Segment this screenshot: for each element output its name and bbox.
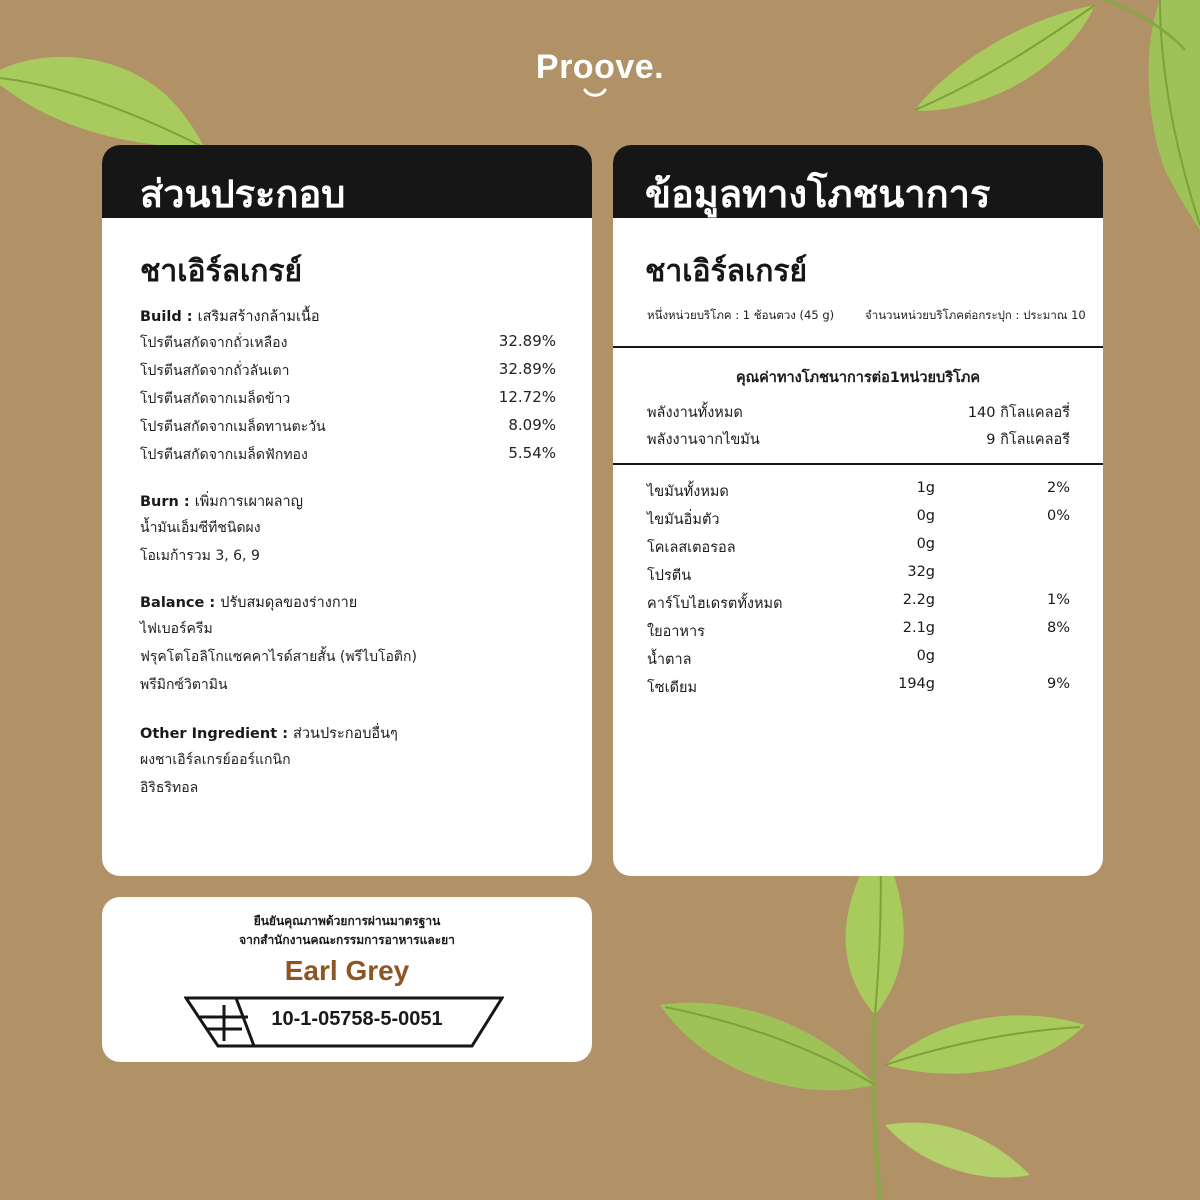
energy-value: 9 กิโลแคลอรี xyxy=(986,432,1070,448)
fda-line-1: ยืนยันคุณภาพด้วยการผ่านมาตรฐาน xyxy=(253,914,441,928)
nutrition-subtitle: ชาเอิร์ลเกรย์ xyxy=(645,254,808,289)
servings-per-pack: จำนวนหน่วยบริโภคต่อกระปุก : ประมาณ 10 xyxy=(865,308,1086,322)
ingredient-group-build: Build : เสริมสร้างกล้ามเนื้อ โปรตีนสกัดจากถั่วเหลือง 32.89% โปรตีนสกัดจากถั่วลันเตา 32.89% โปรตีนสกัดจากเมล็ดข้าว 12.72% โปรตีนสกัดจากเมล็ดทานตะวัน 8.09% โปรตีนสกัดจากเมล็ดฟักทอง 5.54% xyxy=(140,305,556,472)
ingredients-header: ส่วนประกอบ xyxy=(102,145,592,218)
serving-size: หนึ่งหน่วยบริโภค : 1 ช้อนตวง (45 g) xyxy=(647,308,835,322)
fda-registration-number: 10-1-05758-5-0051 xyxy=(271,1008,443,1030)
ingredient-group-burn: Burn : เพิ่มการเผาผลาญ น้ำมันเอ็มซีทีชนิดผง โอเมก้ารวม 3, 6, 9 xyxy=(140,490,556,573)
nutrient-amount: 32g xyxy=(907,564,935,580)
ingredient-label: โปรตีนสกัดจากเมล็ดข้าว xyxy=(140,391,291,407)
logo-smile-icon xyxy=(583,88,607,98)
nutrient-amount: 1g xyxy=(916,480,935,496)
group-desc: เพิ่มการเผาผลาญ xyxy=(194,494,304,510)
ingredient-label: พรีมิกซ์วิตามิน xyxy=(140,677,228,693)
ingredient-label: โปรตีนสกัดจากถั่วลันเตา xyxy=(140,363,290,379)
group-desc: เสริมสร้างกล้ามเนื้อ xyxy=(197,309,320,325)
ingredient-label: ฟรุคโตโอลิโกแซคคาไรด์สายสั้น (พรีไบโอติก) xyxy=(140,649,417,665)
group-name: Build xyxy=(140,309,182,325)
fda-line-2: จากสำนักงานคณะกรรมการอาหารและยา xyxy=(239,933,455,947)
nutrient-name: โซเดียม xyxy=(647,680,698,696)
group-name: Balance xyxy=(140,595,205,611)
nutrient-amount: 0g xyxy=(916,536,935,552)
group-name: Other Ingredient xyxy=(140,726,278,742)
ingredient-row xyxy=(140,388,556,416)
ingredient-group-other: Other Ingredient : ส่วนประกอบอื่นๆ ผงชาเอิร์ลเกรย์ออร์แกนิก อิริธริทอล xyxy=(140,722,556,805)
ingredient-row xyxy=(140,749,556,777)
brand-logo: Proove. xyxy=(535,48,665,86)
ingredient-group-balance: Balance : ปรับสมดุลของร่างกาย ไฟเบอร์ครีม ฟรุคโตโอลิโกแซคคาไรด์สายสั้น (พรีไบโอติก) พรีมิกซ์วิตามิน xyxy=(140,591,556,702)
ingredients-card xyxy=(102,145,592,876)
nutrient-pct: 0% xyxy=(1046,508,1070,524)
divider xyxy=(613,346,1103,348)
nutrient-row xyxy=(647,508,1070,536)
nutrient-row xyxy=(647,648,1070,676)
ingredient-row xyxy=(140,674,556,702)
divider xyxy=(613,463,1103,465)
nutrient-name: ใยอาหาร xyxy=(647,624,705,640)
nutrient-pct: 2% xyxy=(1046,480,1070,496)
tea-leaf-bottom-right-icon xyxy=(660,835,1100,1200)
nutrient-row xyxy=(647,592,1070,620)
fda-card xyxy=(102,897,592,1062)
energy-label: พลังงานทั้งหมด xyxy=(647,405,743,421)
ingredient-label: อิริธริทอล xyxy=(140,780,199,796)
ingredient-label: โปรตีนสกัดจากเมล็ดฟักทอง xyxy=(140,447,308,463)
nutrient-name: คาร์โบไฮเดรตทั้งหมด xyxy=(647,596,783,612)
ingredient-label: ผงชาเอิร์ลเกรย์ออร์แกนิก xyxy=(140,752,291,768)
ingredient-row xyxy=(140,545,556,573)
nutrient-name: ไขมันอิ่มตัว xyxy=(647,512,720,528)
ingredient-pct: 32.89% xyxy=(498,332,556,350)
ingredient-label: โปรตีนสกัดจากถั่วเหลือง xyxy=(140,335,288,351)
nutrient-pct: 1% xyxy=(1046,592,1070,608)
ingredient-label: โอเมก้ารวม 3, 6, 9 xyxy=(140,548,260,564)
energy-row xyxy=(647,401,1070,424)
ingredient-row xyxy=(140,777,556,805)
nutrition-card xyxy=(613,145,1103,876)
nutrient-row xyxy=(647,480,1070,508)
nutrient-name: โคเลสเตอรอล xyxy=(647,540,736,556)
energy-row xyxy=(647,428,1070,451)
nutrient-amount: 0g xyxy=(916,508,935,524)
ingredient-row xyxy=(140,416,556,444)
nutrient-row xyxy=(647,676,1070,704)
ingredient-row xyxy=(140,646,556,674)
ingredient-row xyxy=(140,517,556,545)
ingredient-row xyxy=(140,360,556,388)
nutrient-name: ไขมันทั้งหมด xyxy=(647,484,729,500)
per-serving-caption: คุณค่าทางโภชนาการต่อ1หน่วยบริโภค xyxy=(735,370,981,386)
group-desc: ปรับสมดุลของร่างกาย xyxy=(220,595,358,611)
ingredient-pct: 5.54% xyxy=(508,444,556,462)
ingredient-pct: 12.72% xyxy=(498,388,556,406)
nutrient-amount: 194g xyxy=(898,676,935,692)
ingredient-label: โปรตีนสกัดจากเมล็ดทานตะวัน xyxy=(140,419,326,435)
ingredient-label: ไฟเบอร์ครีม xyxy=(140,621,213,637)
nutrient-amount: 2.1g xyxy=(902,620,935,636)
nutrient-row xyxy=(647,620,1070,648)
ingredient-row xyxy=(140,444,556,472)
flavor-name: Earl Grey xyxy=(284,955,410,986)
energy-value: 140 กิโลแคลอรี่ xyxy=(967,405,1070,421)
ingredient-pct: 32.89% xyxy=(498,360,556,378)
nutrient-pct: 9% xyxy=(1046,676,1070,692)
group-name: Burn xyxy=(140,494,179,510)
ingredients-subtitle: ชาเอิร์ลเกรย์ xyxy=(140,254,303,289)
ingredient-row xyxy=(140,618,556,646)
nutrient-name: โปรตีน xyxy=(647,568,692,584)
nutrient-row xyxy=(647,536,1070,564)
nutrient-amount: 0g xyxy=(916,648,935,664)
energy-label: พลังงานจากไขมัน xyxy=(647,432,760,448)
nutrient-name: น้ำตาล xyxy=(647,652,692,668)
ingredient-pct: 8.09% xyxy=(508,416,556,434)
ingredient-label: น้ำมันเอ็มซีทีชนิดผง xyxy=(140,520,261,536)
nutrient-pct: 8% xyxy=(1046,620,1070,636)
group-desc: ส่วนประกอบอื่นๆ xyxy=(293,726,398,742)
nutrient-row xyxy=(647,564,1070,592)
nutrition-header: ข้อมูลทางโภชนาการ xyxy=(613,145,1103,218)
nutrient-amount: 2.2g xyxy=(902,592,935,608)
ingredient-row xyxy=(140,332,556,360)
